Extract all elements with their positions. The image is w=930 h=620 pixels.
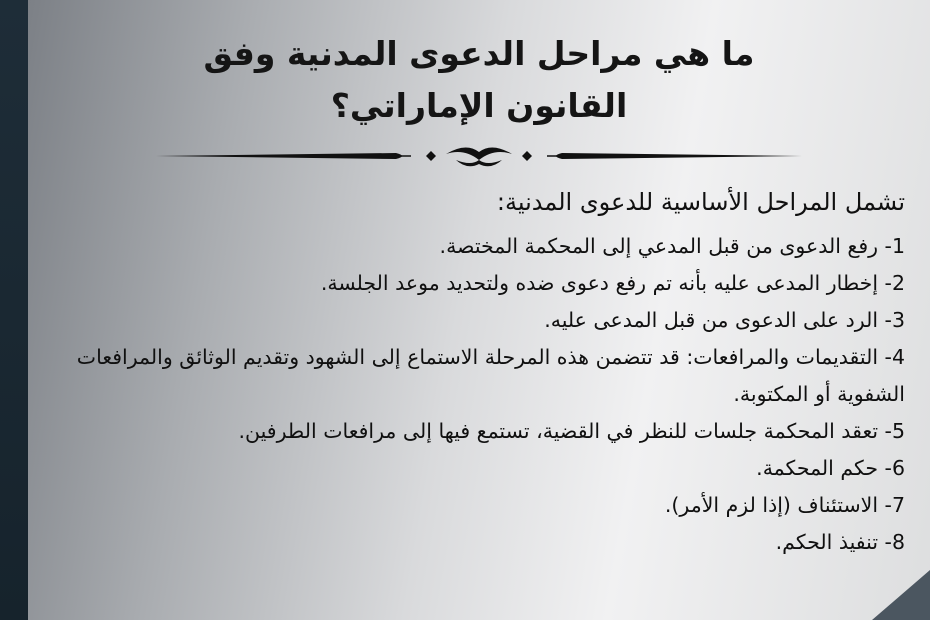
list-item: 7- الاستئناف (إذا لزم الأمر). <box>664 493 905 517</box>
corner-triangle-decoration <box>872 570 930 620</box>
title-line-2: القانون الإماراتي؟ <box>330 86 628 125</box>
list-item: 4- التقديمات والمرافعات: قد تتضمن هذه المرحلة الاستماع إلى الشهود وتقديم الوثائق والمرافعات الشفوية أو المكتوبة. <box>76 345 905 406</box>
title-line-1: ما هي مراحل الدعوى المدنية وفق <box>203 34 755 73</box>
document-body <box>68 184 905 561</box>
list-item: 5- تعقد المحكمة جلسات للنظر في القضية، تستمع فيها إلى مرافعات الطرفين. <box>238 419 905 443</box>
left-dark-bar <box>0 0 28 620</box>
list-item: 6- حكم المحكمة. <box>756 456 905 480</box>
content-card <box>28 0 930 620</box>
page-title <box>28 28 930 132</box>
section-subtitle: تشمل المراحل الأساسية للدعوى المدنية: <box>496 188 905 216</box>
list-item: 2- إخطار المدعى عليه بأنه تم رفع دعوى ضده ولتحديد موعد الجلسة. <box>320 271 905 295</box>
list-item: 8- تنفيذ الحكم. <box>775 530 905 554</box>
list-item: 3- الرد على الدعوى من قبل المدعى عليه. <box>544 308 905 332</box>
list-item: 1- رفع الدعوى من قبل المدعي إلى المحكمة المختصة. <box>439 234 905 258</box>
ornament-divider <box>156 140 802 172</box>
